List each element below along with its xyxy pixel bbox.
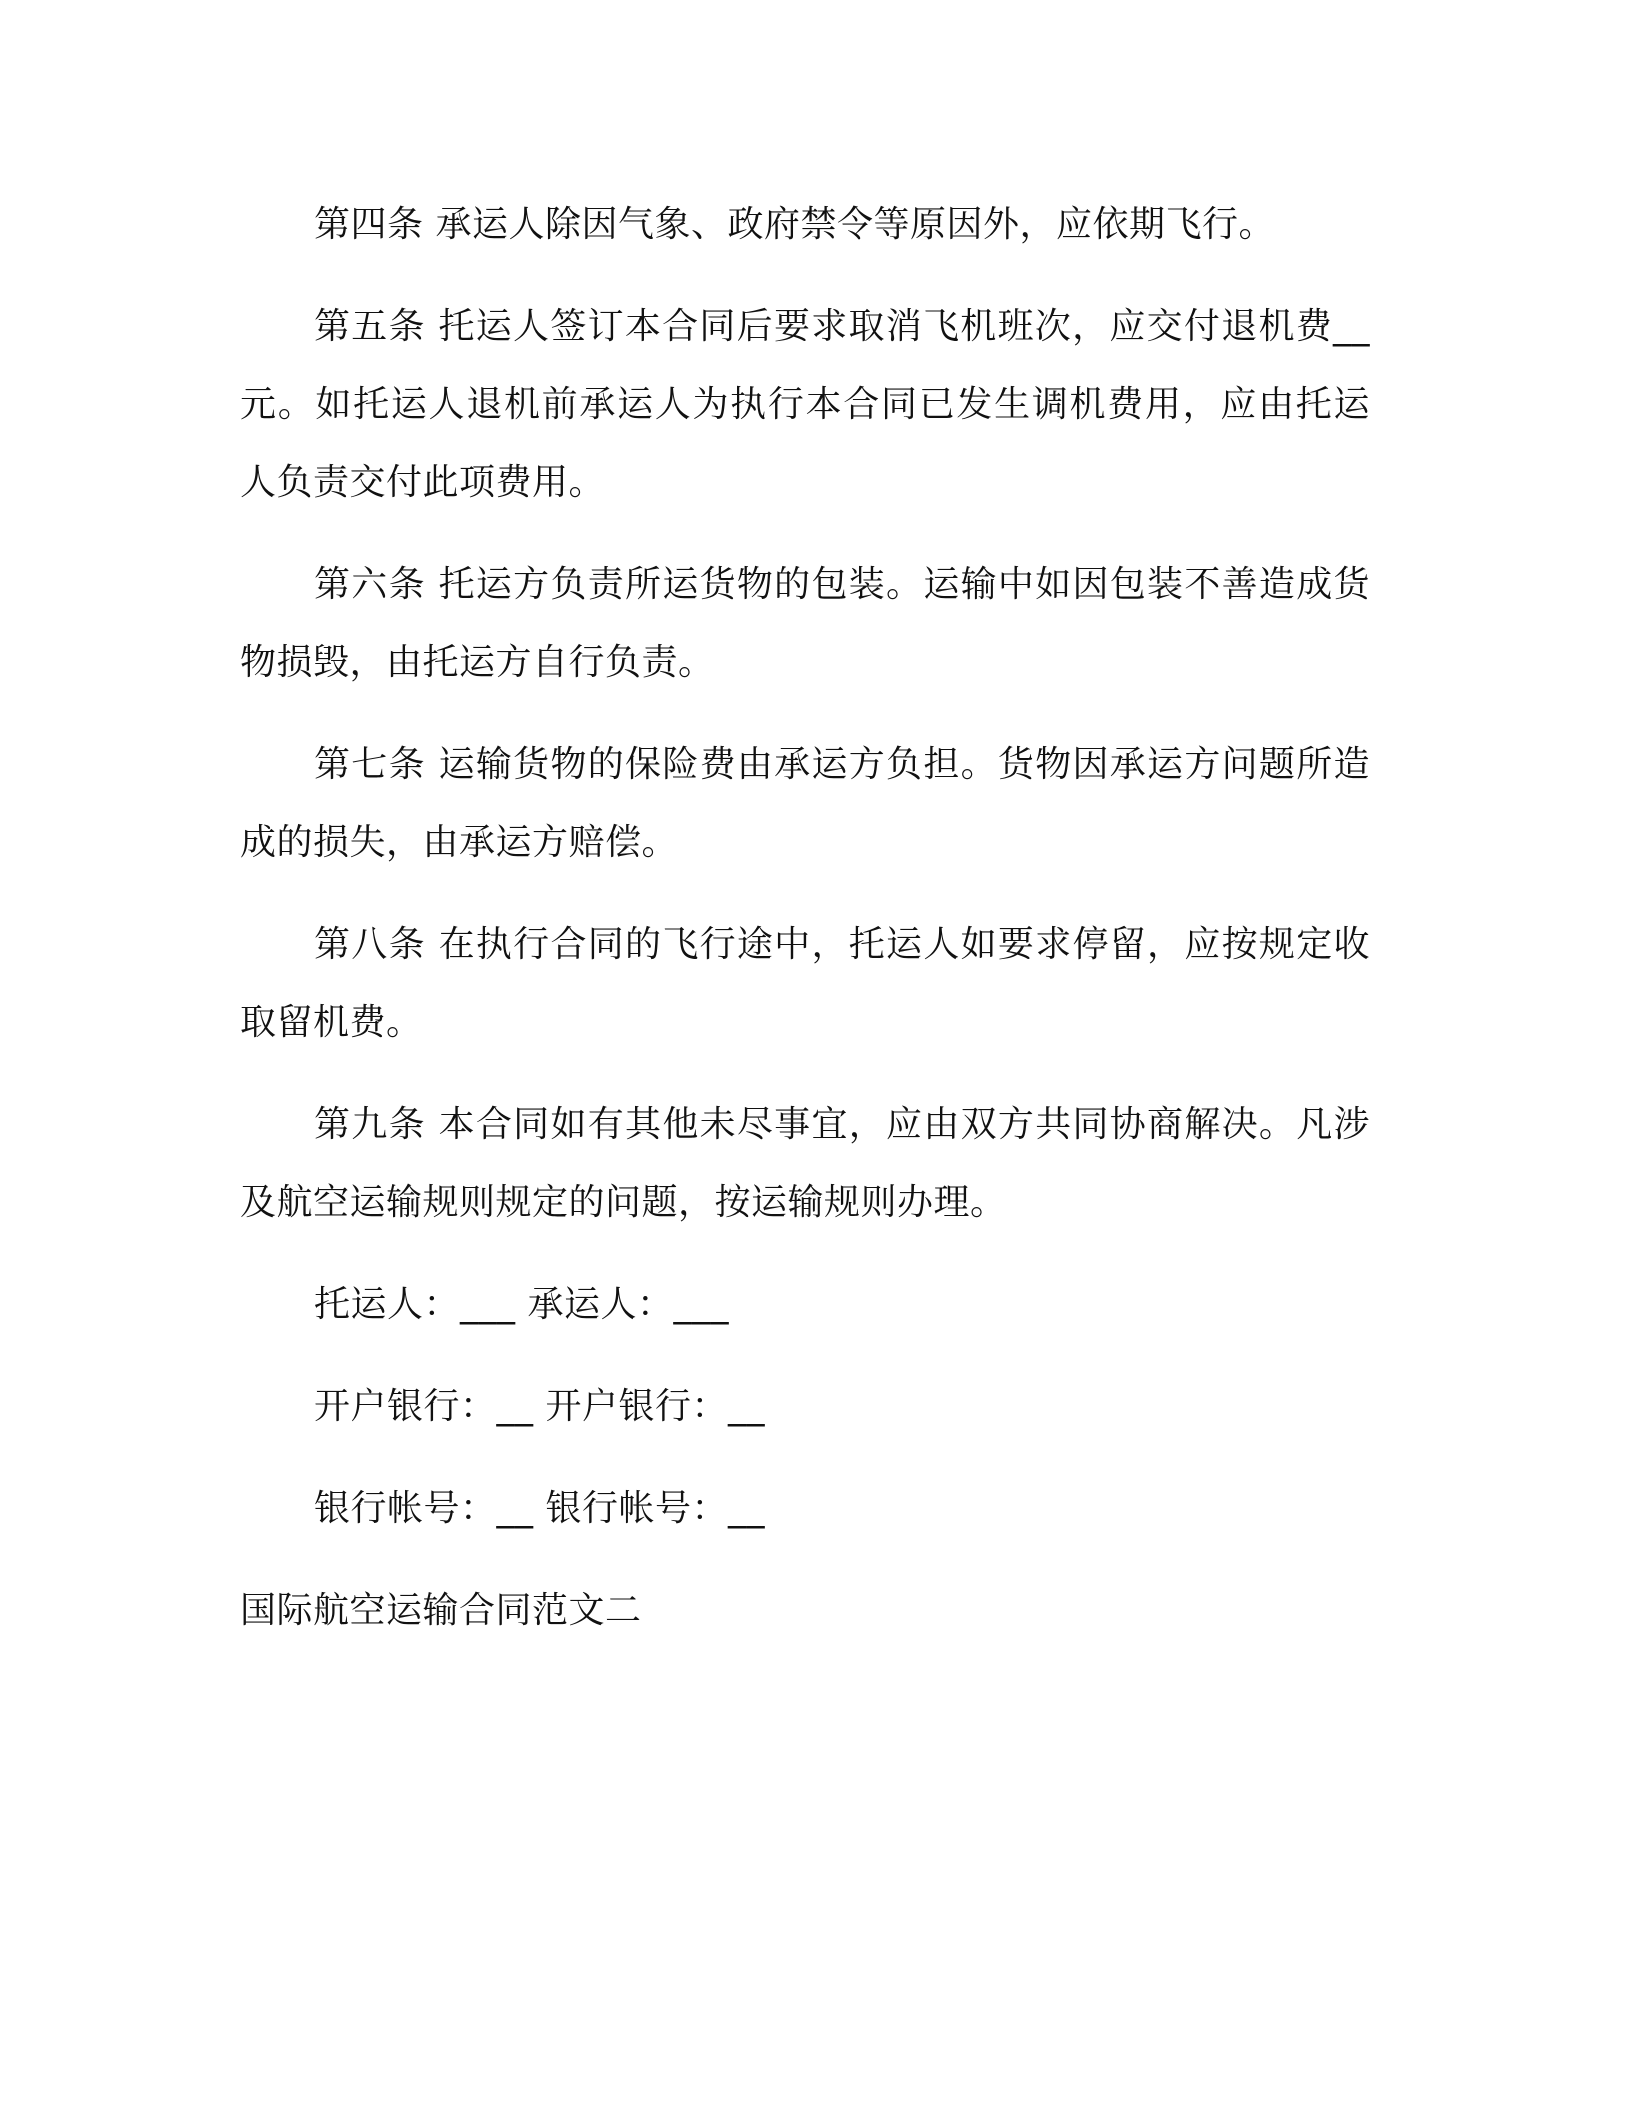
document-body bbox=[240, 186, 1370, 1674]
next-section-title: 国际航空运输合同范文二 bbox=[240, 1590, 642, 1631]
signature-banks: 开户银行：__ 开户银行：__ bbox=[314, 1386, 765, 1427]
signature-parties: 托运人：___ 承运人：___ bbox=[314, 1284, 729, 1325]
article-6: 第六条 托运方负责所运货物的包装。运输中如因包装不善造成货物损毁，由托运方自行负责。 bbox=[240, 564, 1370, 683]
signature-accounts: 银行帐号：__ 银行帐号：__ bbox=[314, 1488, 765, 1529]
article-5: 第五条 托运人签订本合同后要求取消飞机班次，应交付退机费__元。如托运人退机前承运人为执行本合同已发生调机费用，应由托运人负责交付此项费用。 bbox=[240, 306, 1370, 503]
article-8: 第八条 在执行合同的飞行途中，托运人如要求停留，应按规定收取留机费。 bbox=[240, 924, 1370, 1043]
article-7: 第七条 运输货物的保险费由承运方负担。货物因承运方问题所造成的损失，由承运方赔偿。 bbox=[240, 744, 1370, 863]
article-9: 第九条 本合同如有其他未尽事宜，应由双方共同协商解决。凡涉及航空运输规则规定的问题，按运输规则办理。 bbox=[240, 1104, 1370, 1223]
article-4: 第四条 承运人除因气象、政府禁令等原因外，应依期飞行。 bbox=[314, 204, 1275, 245]
